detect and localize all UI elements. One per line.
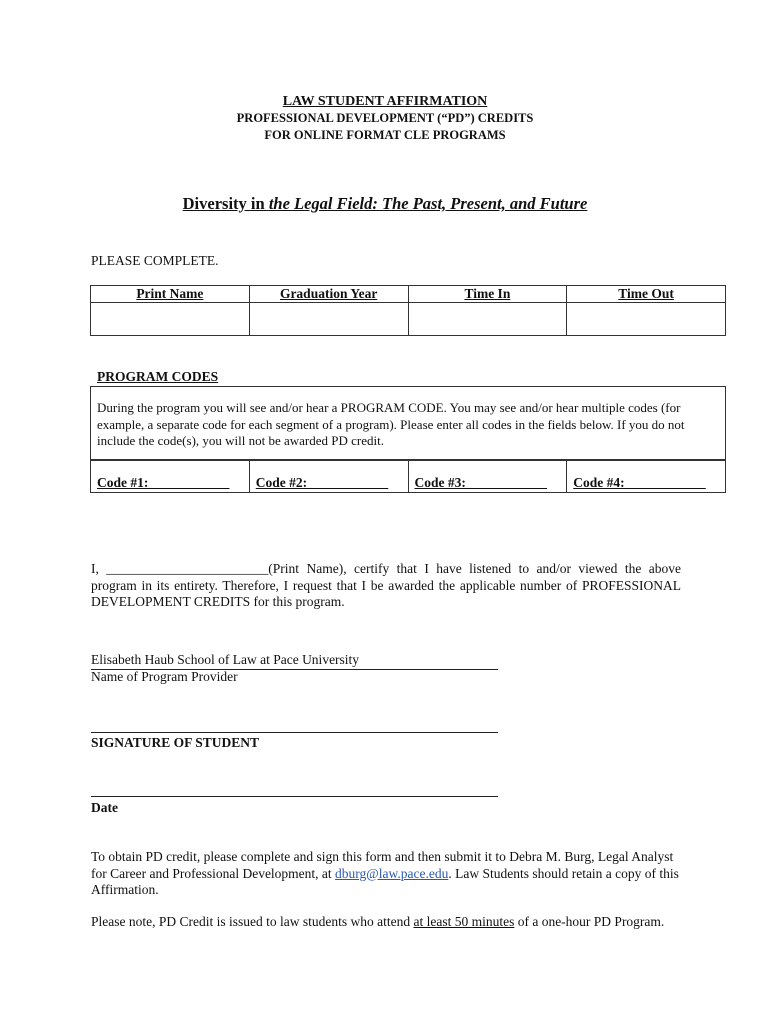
program-title-part1: Diversity in xyxy=(182,194,269,213)
program-provider-field[interactable] xyxy=(91,652,498,670)
please-complete-label: PLEASE COMPLETE. xyxy=(91,253,219,268)
date-line[interactable] xyxy=(91,780,498,797)
submission-text-before: To obtain PD credit, please complete and sign this form and then submit it to Debra M. Burg, Legal Analyst for Career and Professional Development, at xyxy=(91,849,674,881)
time-in-field[interactable] xyxy=(408,303,567,336)
program-provider-label: Name of Program Provider xyxy=(91,669,238,684)
print-name-field[interactable] xyxy=(91,303,250,336)
note-emphasis: at least 50 minutes xyxy=(413,914,515,929)
code-2-label: Code #2:____________ xyxy=(255,475,389,490)
code-4-label: Code #4:____________ xyxy=(573,475,706,490)
note-before: Please note, PD Credit is issued to law students who attend xyxy=(91,914,414,929)
program-codes-heading: PROGRAM CODES xyxy=(97,369,219,384)
print-name-header: Print Name xyxy=(136,286,204,301)
submission-text-after: . Law Students should retain a copy of this Affirmation. xyxy=(91,865,679,897)
program-provider-value: Elisabeth Haub School of Law at Pace University xyxy=(91,652,360,667)
form-title: LAW STUDENT AFFIRMATION xyxy=(282,94,488,109)
student-info-table xyxy=(90,285,726,336)
signature-label: SIGNATURE OF STUDENT xyxy=(91,735,260,750)
submission-instructions xyxy=(91,849,681,899)
signature-line[interactable] xyxy=(91,716,498,733)
program-codes-instructions: During the program you will see and/or hear a PROGRAM CODE. You may see and/or hear multiple codes (for example, a separate code for each segment of a program). Please enter all codes in the fields below. If you do not include the code(s), you will not be awarded PD credit. xyxy=(97,400,685,448)
program-codes-box xyxy=(90,386,726,461)
code-1-label: Code #1:____________ xyxy=(97,475,230,490)
form-subtitle-credits: PROFESSIONAL DEVELOPMENT (“PD”) CREDITS xyxy=(236,111,534,125)
time-out-header: Time Out xyxy=(618,286,674,301)
email-link[interactable]: dburg@law.pace.edu xyxy=(335,865,449,881)
form-subtitle-format: FOR ONLINE FORMAT CLE PROGRAMS xyxy=(264,128,506,142)
code-1-field[interactable] xyxy=(91,460,250,493)
time-in-header: Time In xyxy=(464,286,511,301)
program-codes-table xyxy=(90,459,726,493)
credit-note xyxy=(91,914,711,931)
graduation-year-field[interactable] xyxy=(249,303,408,336)
program-title xyxy=(0,194,770,214)
code-3-label: Code #3:____________ xyxy=(414,475,547,490)
graduation-year-header: Graduation Year xyxy=(279,286,378,301)
time-out-field[interactable] xyxy=(567,303,726,336)
note-after: of a one-hour PD Program. xyxy=(514,914,665,929)
certification-paragraph: I, ________________________(Print Name), certify that I have listened to and/or viewed the above program in its entirety. Therefore, I request that I be awarded the applicable number of PROFESSIONAL DEVELOPMENT CREDITS for this program. xyxy=(91,561,681,609)
code-4-field[interactable] xyxy=(567,460,726,493)
code-2-field[interactable] xyxy=(249,460,408,493)
date-label: Date xyxy=(91,800,118,815)
code-3-field[interactable] xyxy=(408,460,567,493)
program-title-part2: the Legal Field: The Past, Present, and Future xyxy=(268,194,588,213)
